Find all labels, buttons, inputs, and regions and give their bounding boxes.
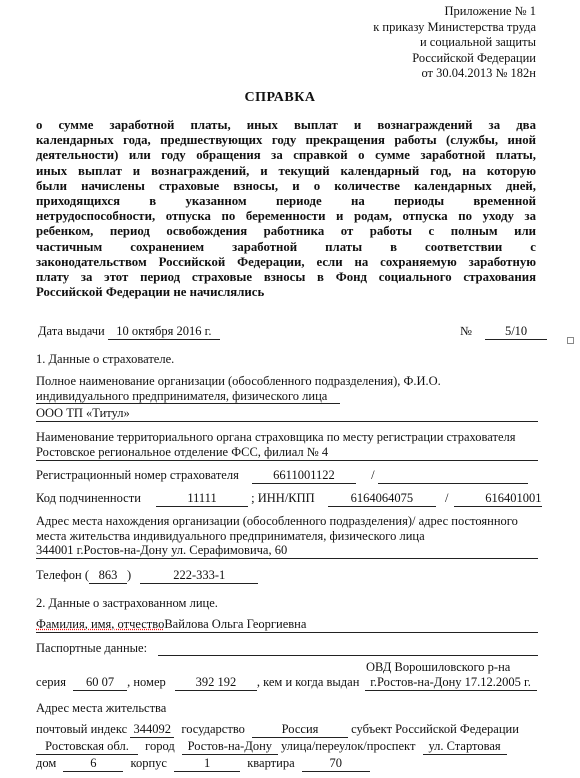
subject-line: законодательством Российской Федерации, если на сохраняемую заработную xyxy=(36,254,536,269)
issue-date-label: Дата выдачи xyxy=(38,324,105,338)
house-value: 6 xyxy=(63,756,123,772)
korpus-value: 1 xyxy=(174,756,240,772)
org-label-underline xyxy=(36,403,340,404)
org-label-1: Полное наименование организации (обособленного подразделения), Ф.И.О. xyxy=(36,374,441,388)
series-value: 60 07 xyxy=(73,675,127,691)
issued-by-line2: г.Ростов-на-Дону 17.12.2005 г. xyxy=(365,675,537,691)
subject-line: о сумме заработной платы, иных выплат и вознаграждений за два xyxy=(36,118,536,132)
flat-value: 70 xyxy=(302,756,370,772)
flat-label: квартира xyxy=(247,756,295,770)
address-label-2: места жительства индивидуального предпринимателя, физического лица xyxy=(36,529,425,543)
passport-row xyxy=(36,675,537,691)
reg-number-slash: / xyxy=(371,468,375,482)
region-value: Ростовская обл. xyxy=(36,739,138,755)
city-value: Ростов-на-Дону xyxy=(182,739,278,755)
subordination-value: 11111 xyxy=(156,491,248,507)
house-label: дом xyxy=(36,756,57,770)
appendix-block xyxy=(373,4,536,82)
appendix-line: Приложение № 1 xyxy=(444,4,536,18)
phone-label: Телефон xyxy=(36,568,82,582)
subject-line: частичным сохранением заработной платы в соответствии с xyxy=(36,239,536,254)
inn-value: 6164064075 xyxy=(328,491,436,507)
subordination-row xyxy=(36,491,542,507)
org-label-2: индивидуального предпринимателя, физического лица xyxy=(36,389,328,403)
kpp-value: 616401001 xyxy=(454,491,542,507)
street-label: улица/переулок/проспект xyxy=(280,739,416,753)
full-name-label: Фамилия, имя, отчество xyxy=(36,617,165,631)
issued-by-line1: ОВД Ворошиловского р-на xyxy=(366,660,511,674)
employer-address-line xyxy=(36,558,538,559)
subject-line: календарных года, предшествующих году прекращения работы (службы, иной xyxy=(36,133,536,148)
certificate-number-row xyxy=(460,324,547,340)
appendix-line: Российской Федерации xyxy=(412,50,536,65)
inn-kpp-slash: / xyxy=(444,491,449,505)
subject-line: нетрудоспособности, отпуска по беременности и родам, отпуска по уходу за xyxy=(36,209,536,224)
postal-value: 344092 xyxy=(130,722,174,738)
appendix-line: от 30.04.2013 № 182н xyxy=(421,66,536,80)
employer-address-value: 344001 г.Ростов-на-Дону ул. Серафимовича, 60 xyxy=(36,543,288,557)
passport-label: Паспортные данные: xyxy=(36,641,148,655)
reg-number-row xyxy=(36,468,528,484)
postal-label: почтовый индекс xyxy=(36,722,128,736)
series-label: серия xyxy=(36,675,66,689)
appendix-line: к приказу Министерства труда xyxy=(373,19,536,34)
certificate-subject xyxy=(36,118,536,300)
reg-number-extra xyxy=(378,468,528,484)
subject-line: Российской Федерации не начислялись xyxy=(36,285,265,300)
subject-line: ребенком, период освобождения работника от работы с полным или xyxy=(36,224,536,239)
section2-title: 2. Данные о застрахованном лице. xyxy=(36,596,218,610)
number-label: , номер xyxy=(127,675,166,689)
inn-kpp-label: ; ИНН/КПП xyxy=(251,491,315,505)
issued-label: , кем и когда выдан xyxy=(256,675,360,689)
street-value: ул. Стартовая xyxy=(423,739,507,755)
appendix-line: и социальной защиты xyxy=(419,35,536,49)
issue-date-row xyxy=(38,324,220,340)
phone-code: 863 xyxy=(89,568,127,584)
full-name-row xyxy=(36,617,306,632)
subject-line: иных выплат и вознаграждений, и текущий календарный год, на которую xyxy=(36,163,536,178)
subordination-label: Код подчиненности xyxy=(36,491,141,505)
reg-number-value: 6611001122 xyxy=(252,468,356,484)
territorial-body-label: Наименование территориального органа страховщика по месту регистрации страхователя xyxy=(36,430,516,444)
residence-row-2 xyxy=(36,739,507,755)
org-name-value: ООО ТП «Титул» xyxy=(36,406,130,420)
subject-line: были начислены страховые взносы, и о количестве календарных дней, xyxy=(36,178,536,193)
subject-label: субъект Российской Федерации xyxy=(351,722,519,736)
residence-row-1 xyxy=(36,722,519,738)
section1-title: 1. Данные о страхователе. xyxy=(36,352,175,366)
scroll-marker xyxy=(567,337,574,344)
certificate-number-label: № xyxy=(460,324,472,338)
subject-line: деятельности) или году обращения за справкой о сумме заработной платы, xyxy=(36,148,536,163)
full-name-line xyxy=(36,632,538,633)
phone-row: Телефон ( 863 ) 222-333-1 xyxy=(36,568,258,584)
org-name-line xyxy=(36,421,538,422)
country-value: Россия xyxy=(252,722,348,738)
full-name-value: Вайлова Ольга Георгиевна xyxy=(164,617,307,631)
address-label-1: Адрес места нахождения организации (обособленного подразделения)/ адрес постоянного xyxy=(36,514,518,528)
issue-date-value: 10 октября 2016 г. xyxy=(108,324,220,340)
number-value: 392 192 xyxy=(175,675,257,691)
subject-line: приходящихся в указанном периоде на периоды временной xyxy=(36,194,536,209)
territorial-body-value: Ростовское региональное отделение ФСС, филиал № 4 xyxy=(36,445,329,459)
country-label: государство xyxy=(181,722,245,736)
reg-number-label: Регистрационный номер страхователя xyxy=(36,468,239,482)
city-label: город xyxy=(145,739,175,753)
document-title: СПРАВКА xyxy=(244,90,316,105)
passport-line xyxy=(158,655,538,656)
phone-number: 222-333-1 xyxy=(140,568,258,584)
residence-label: Адрес места жительства xyxy=(36,701,167,715)
certificate-number-value: 5/10 xyxy=(485,324,547,340)
subject-line: плату за этот период страховые взносы в Фонд социального страхования xyxy=(36,270,536,285)
residence-row-3 xyxy=(36,756,370,772)
korpus-label: корпус xyxy=(130,756,167,770)
territorial-body-line xyxy=(36,460,538,461)
